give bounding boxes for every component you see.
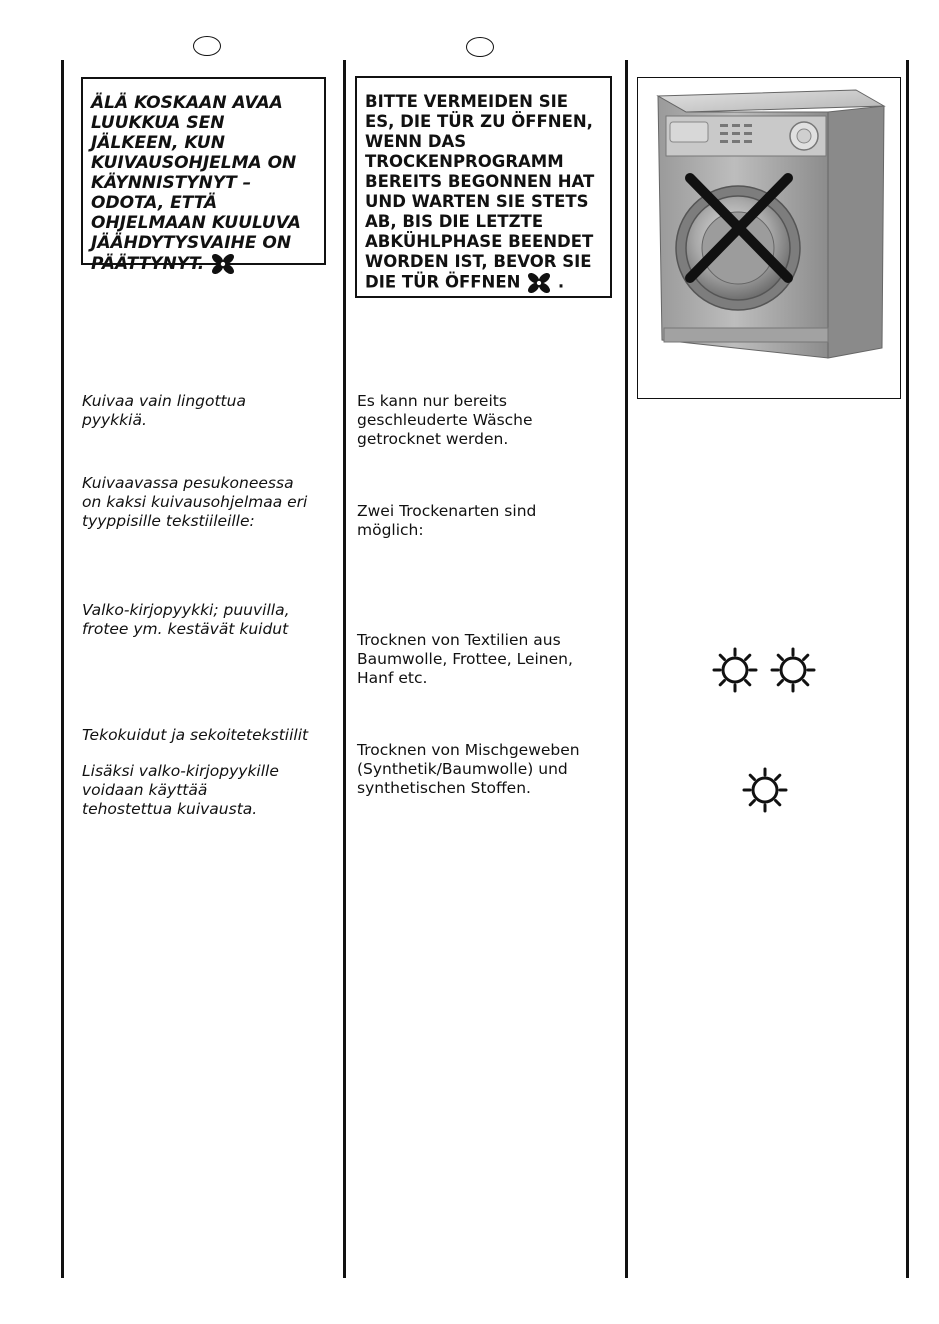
language-flag-fi — [193, 36, 221, 56]
warning-text-de: BITTE VERMEIDEN SIE ES, DIE TÜR ZU ÖFFNEN, WENN DAS TROCKENPROGRAMM BEREITS BEGONNEN HAT UND WARTEN SIE STETS AB, BIS DIE LETZTE ABKÜHLPHASE BEENDET WORDEN IST, BEVOR SIE DIE TÜR ÖFFNEN — [365, 92, 595, 292]
warning-box-de — [355, 76, 612, 298]
warning-end-de: . — [557, 272, 565, 292]
washing-machine-illustration — [637, 77, 901, 399]
fi-paragraph-spun-laundry: Kuivaa vain lingottua pyykkiä. — [82, 392, 246, 429]
language-flag-de — [466, 37, 494, 57]
column-divider-right — [906, 60, 909, 1278]
fi-paragraph-extra-drying: Lisäksi valko-kirjopyykille voidaan käyttää tehostettua kuivausta. — [82, 762, 279, 818]
fi-paragraph-two-programs: Kuivaavassa pesukoneessa on kaksi kuivausohjelmaa eri tyyppisille tekstiileille: — [82, 474, 308, 530]
fan-icon — [210, 253, 236, 275]
washing-machine-drawing — [638, 78, 900, 398]
de-paragraph-two-types: Zwei Trockenarten sind möglich: — [357, 502, 537, 539]
warning-text-fi: ÄLÄ KOSKAAN AVAA LUUKKUA SEN JÄLKEEN, KUN KUIVAUSOHJELMA ON KÄYNNISTYNYT – ODOTA, ETTÄ OHJELMAAN KUULUVA JÄÄHDYTYSVAIHE ON PÄÄTTYNYT. — [91, 93, 301, 274]
column-divider-middle-right — [625, 60, 628, 1278]
de-paragraph-spun-laundry: Es kann nur bereits geschleuderte Wäsche getrocknet werden. — [357, 392, 533, 448]
column-divider-left — [61, 60, 64, 1278]
de-paragraph-cotton: Trocknen von Textilien aus Baumwolle, Frottee, Leinen, Hanf etc. — [357, 631, 573, 687]
fan-icon — [526, 272, 552, 294]
warning-box-fi — [81, 77, 326, 274]
fi-paragraph-cotton: Valko-kirjopyykki; puuvilla, frotee ym. kestävät kuidut — [82, 601, 290, 638]
de-paragraph-synthetics: Trocknen von Mischgeweben (Synthetik/Baumwolle) und synthetischen Stoffen. — [357, 741, 580, 797]
sun-icon — [770, 647, 816, 693]
sun-icon — [712, 647, 758, 693]
sun-icon — [742, 767, 788, 813]
column-divider-middle-left — [343, 60, 346, 1278]
fi-paragraph-synthetics: Tekokuidut ja sekoitetekstiilit — [82, 726, 309, 744]
